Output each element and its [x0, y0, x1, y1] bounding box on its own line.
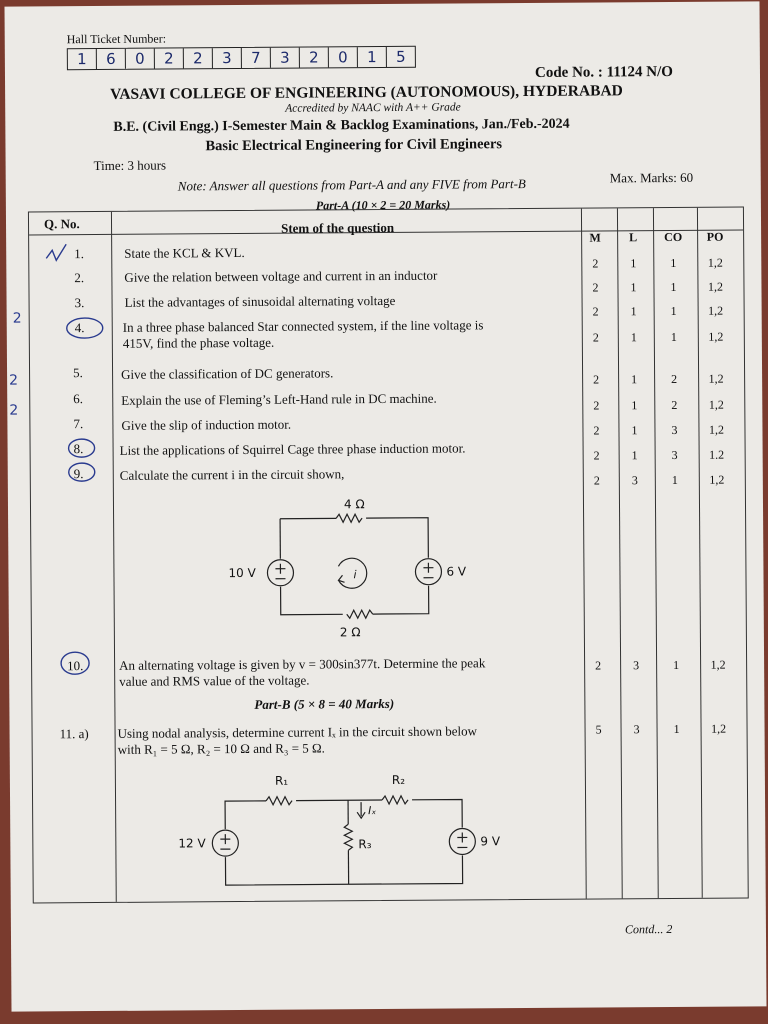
level-cell: 1: [630, 280, 637, 295]
po-cell: 1,2: [708, 397, 724, 412]
exam-title: B.E. (Civil Engg.) I-Semester Main & Backlog Examinations, Jan./Feb.-2024: [113, 116, 570, 135]
hall-ticket-digit: 3: [271, 48, 300, 68]
co-cell: 3: [671, 422, 678, 438]
circuit-diagram-q11: [170, 761, 531, 894]
part-a-heading: Part-A (10 × 2 = 20 Marks): [315, 197, 451, 213]
question-text-line2: 415V, find the phase voltage.: [122, 334, 275, 351]
hall-ticket-digit: 2: [300, 47, 329, 67]
co-cell: 2: [671, 397, 678, 413]
label-ix: Iₓ: [368, 804, 377, 818]
marks-cell: 2: [595, 658, 602, 673]
label-12v: 12 V: [178, 836, 206, 851]
question-number: 3.: [74, 295, 85, 311]
co-cell: 1: [670, 255, 677, 271]
level-cell: 1: [631, 423, 638, 438]
header-m: M: [589, 230, 601, 245]
co-cell: 1: [673, 657, 680, 672]
header-po: PO: [706, 229, 724, 244]
question-number: 9.: [73, 466, 84, 482]
marks-cell: 2: [593, 473, 600, 488]
label-9v: 9 V: [480, 834, 501, 849]
header-l: L: [629, 230, 638, 245]
co-cell: 1: [671, 472, 678, 488]
label-v-right: 6 V: [446, 564, 467, 579]
question-text: Give the slip of induction motor.: [121, 416, 292, 433]
marks-cell: 2: [592, 256, 599, 271]
hall-ticket-digit: 6: [97, 49, 126, 69]
marks-cell: 2: [593, 398, 600, 413]
circuit-diagram-q9: [208, 485, 499, 647]
hall-ticket-boxes: [67, 46, 416, 70]
header-qno: Q. No.: [43, 216, 80, 232]
level-cell: 1: [630, 304, 637, 319]
question-number: 5.: [73, 365, 83, 381]
hall-ticket-digit: 2: [155, 48, 184, 68]
header-co: CO: [664, 229, 683, 245]
label-r1: R₁: [274, 773, 289, 788]
label-r2: R₂: [391, 772, 406, 787]
marks-cell: 2: [593, 448, 600, 463]
margin-mark: 2: [12, 310, 22, 327]
question-text: Explain the use of Fleming’s Left-Hand rule in DC machine.: [121, 390, 437, 408]
level-cell: 1: [631, 398, 638, 413]
marks-cell: 2: [593, 372, 600, 387]
co-cell: 3: [671, 447, 678, 463]
level-cell: 1: [630, 256, 637, 271]
hall-ticket-digit: 0: [126, 49, 155, 69]
question-text-line2: value and RMS value of the voltage.: [119, 672, 310, 689]
level-cell: 3: [633, 658, 640, 673]
hall-ticket-digit: 1: [68, 49, 97, 69]
question-number: 11. a): [59, 726, 89, 742]
hall-ticket-digit: 0: [329, 47, 358, 67]
question-text: Give the relation between voltage and current in an inductor: [124, 267, 438, 285]
co-cell: 2: [671, 371, 678, 387]
hall-ticket-digit: 1: [358, 47, 387, 67]
question-text: State the KCL & KVL.: [124, 244, 245, 261]
hall-ticket-label: Hall Ticket Number:: [66, 31, 167, 47]
po-cell: 1,2: [708, 329, 724, 344]
hall-ticket-digit: 3: [213, 48, 242, 68]
po-cell: 1,2: [709, 472, 725, 487]
hall-ticket-digit: 2: [184, 48, 213, 68]
header-stem: Stem of the question: [281, 219, 395, 236]
level-cell: 1: [631, 372, 638, 387]
po-cell: 1.2: [709, 447, 725, 462]
po-cell: 1,2: [707, 255, 723, 270]
hall-ticket-digit: 7: [242, 48, 271, 68]
po-cell: 1,2: [711, 721, 727, 736]
accreditation: Accredited by NAAC with A++ Grade: [285, 101, 461, 115]
question-number: 10.: [67, 658, 84, 674]
question-text: An alternating voltage is given by v = 300sin377t. Determine the peak: [119, 655, 486, 673]
label-r-bottom: 2 Ω: [339, 625, 361, 640]
part-b-heading: Part-B (5 × 8 = 40 Marks): [254, 695, 395, 712]
question-number: 7.: [73, 416, 84, 432]
college-name: VASAVI COLLEGE OF ENGINEERING (AUTONOMOUS), HYDERABAD: [110, 82, 623, 103]
marks-cell: 2: [592, 304, 599, 319]
time-allowed: Time: 3 hours: [93, 157, 167, 174]
question-number: 6.: [73, 391, 84, 407]
label-r-top: 4 Ω: [343, 497, 365, 512]
question-text: Using nodal analysis, determine current Iₓ in the circuit shown below: [117, 723, 477, 741]
question-text: List the advantages of sinusoidal alternating voltage: [124, 292, 396, 310]
co-cell: 1: [670, 279, 677, 295]
co-cell: 1: [673, 721, 680, 736]
question-number: 2.: [74, 270, 85, 286]
handwritten-marks: [6, 236, 118, 497]
label-v-left: 10 V: [228, 565, 256, 581]
question-text: In a three phase balanced Star connected system, if the line voltage is: [122, 317, 484, 335]
po-cell: 1,2: [710, 657, 726, 672]
question-text: Give the classification of DC generators.: [121, 365, 334, 382]
handwritten-circle: [55, 648, 95, 678]
po-cell: 1,2: [707, 279, 724, 294]
question-text: List the applications of Squirrel Cage three phase induction motor.: [119, 440, 466, 458]
level-cell: 1: [631, 448, 638, 463]
hall-ticket-digit: 5: [396, 47, 406, 66]
level-cell: 1: [630, 330, 637, 345]
code-number: Code No. : 11124 N/O: [534, 63, 673, 81]
margin-mark: 2: [9, 402, 19, 419]
marks-cell: 2: [592, 330, 599, 345]
margin-mark: 2: [9, 372, 19, 389]
co-cell: 1: [670, 329, 677, 345]
instructions-note: Note: Answer all questions from Part-A and any FIVE from Part-B: [177, 176, 526, 194]
question-number: 8.: [73, 441, 84, 457]
label-r3: R₃: [358, 837, 372, 852]
question-text-line2: with R₁ = 5 Ω, R₂ = 10 Ω and R₃ = 5 Ω.: [117, 740, 325, 757]
marks-cell: 2: [593, 423, 600, 438]
subject-title: Basic Electrical Engineering for Civil Engineers: [205, 136, 503, 155]
question-text: Calculate the current i in the circuit shown,: [119, 466, 345, 483]
po-cell: 1,2: [708, 371, 724, 386]
label-current-i: i: [353, 568, 357, 582]
question-number: 4.: [74, 320, 85, 336]
max-marks: Max. Marks: 60: [609, 169, 694, 186]
question-number: 1.: [74, 246, 85, 262]
po-cell: 1,2: [708, 303, 724, 318]
exam-paper: [5, 1, 767, 1011]
marks-cell: 5: [595, 722, 602, 737]
level-cell: 3: [631, 473, 638, 488]
po-cell: 1,2: [708, 422, 725, 437]
level-cell: 3: [633, 722, 640, 737]
continued-note: Contd... 2: [624, 922, 673, 937]
co-cell: 1: [670, 303, 677, 319]
marks-cell: 2: [592, 280, 599, 295]
